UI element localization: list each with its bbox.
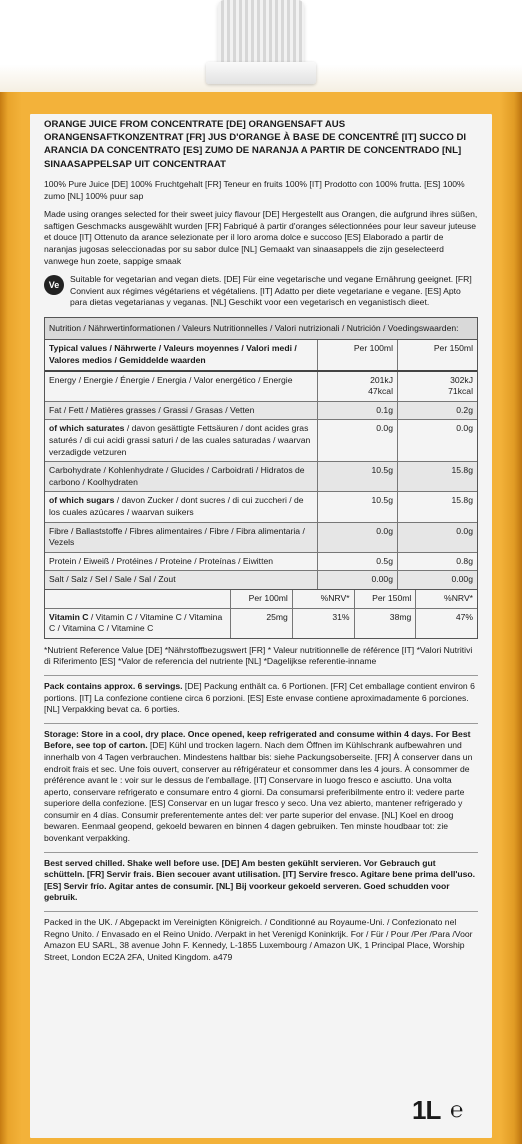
volume-label: 1L (412, 1095, 441, 1125)
carton-cap (218, 0, 304, 70)
nutrient-per-150: 0.0g (397, 420, 477, 461)
nutrient-per-100: 10.5g (317, 462, 397, 491)
storage-info (44, 729, 478, 845)
nutrient-per-150: 15.8g (397, 462, 477, 491)
col-label-text: Typical values / Nährwerte / Valeurs moyennes / Valori medi / Valores medios / Gemiddelde waarden (49, 343, 297, 366)
vegan-row (44, 274, 478, 309)
nutrient-label (45, 402, 317, 420)
nutrient-per-100: 0.0g (317, 420, 397, 461)
cap-base (206, 62, 316, 84)
product-title: ORANGE JUICE FROM CONCENTRATE [DE] ORANGENSAFT AUS ORANGENSAFTKONZENTRAT [FR] JUS D'ORANGE À BASE DE CONCENTRÉ [IT] SUCCO DI ARANCIA DA CONCENTRATO [ES] ZUMO DE NARANJA A PARTIR DE CONCENTRADO [NL] SINAASAPPELSAP UIT CONCENTRAAT (44, 119, 467, 170)
nutrient-label-text: Carbohydrate / Kohlenhydrate / Glucides / Carboidrati / Hidratos de carbono / Koolhydraten (49, 465, 305, 487)
nutrition-row (45, 462, 477, 492)
vitamin-header-row (45, 590, 477, 608)
nutrient-label-bold: of which saturates (49, 423, 125, 434)
nutrition-row (45, 523, 477, 553)
nutrient-label (45, 523, 317, 552)
nutrition-row (45, 571, 477, 589)
nutrient-per-150: 0.00g (397, 571, 477, 589)
vitamin-c-label-bold: Vitamin C (49, 611, 89, 622)
nutrient-label-text: Fibre / Ballaststoffe / Fibres alimentaires / Fibre / Fibra alimentaria / Vezels (49, 525, 305, 548)
divider (44, 723, 478, 724)
vegan-icon: Ve (44, 275, 64, 295)
vitamin-c-nrv100: 31% (292, 609, 354, 638)
nrv-note: *Nutrient Reference Value [DE] *Nährstoffbezugswert [FR] * Valeur nutritionnelle de référence [IT] *Valori Nutritivi di Riferimento [ES] *Valor de referencia del nutriente [NL] *Dagelijkse referentie-inname (44, 644, 473, 667)
storage-rest: [DE] Kühl und trocken lagern. Nach dem Öffnen im Kühlschrank aufbewahren und innerhalb von 4 Tagen verbrauchen. Mindestens haltbar bis: siehe Packungsoberseite. [FR] À conserver dans un endroit frais et sec. Une fois ouvert, conserver au réfrigérateur et consommer dans les 4 jours. À consommer de préférence avant le : voir sur le dessus de l'emballage. [IT] Conservare in luogo fresco e asciutto. Una volta aperto, conservare refrigerato e consumare entro 4 giorni. Da consumarsi preferibilmente entro il: vedere parte superiore della confezione. [ES] Conservar en un lugar fresco y seco. Una vez abierto, mantener refrigerado y consumir en 4 días. Consumir preferentemente antes del: ver parte superior del envase. [NL] Koel en droog bewaren. Eenmaal geopend, gekoeld bewaren en binnen 4 dagen gebruiken. Ten minste houdbaar tot: zie bovenkant verpakking. (44, 740, 473, 844)
vitamin-header-blank (45, 590, 230, 608)
nutrient-label-text: Fat / Fett / Matières grasses / Grassi / Grasas / Vetten (49, 404, 255, 415)
label-content (44, 118, 478, 970)
nutrient-per-150: 0.0g (397, 523, 477, 552)
vitamin-col-150: Per 150ml (354, 590, 416, 608)
nutrient-label (45, 420, 317, 461)
nutrient-per-150: 302kJ 71kcal (397, 372, 477, 401)
footnotes (44, 645, 478, 964)
carton-top (0, 0, 522, 92)
col-150-header: Per 150ml (397, 340, 477, 369)
vitamin-table (44, 590, 478, 639)
nutrient-per-100: 201kJ 47kcal (317, 372, 397, 401)
nutrient-label (45, 462, 317, 491)
divider (44, 852, 478, 853)
divider (44, 675, 478, 676)
vegan-statement: Suitable for vegetarian and vegan diets. [DE] Für eine vegetarische und vegane Ernährung geeignet. [FR] Convient aux régimes végétariens et végétaliens. [IT] Adatto per diete vegetariane e vegane. [ES] Apto para dietas vegetarianas y veganas. [NL] Geschikt voor een vegetarisch en veganistisch dieet. (70, 274, 472, 308)
vitamin-c-100: 25mg (230, 609, 292, 638)
storage-bold: Storage: Store in a cool, dry place. Once opened, keep refrigerated and consume within 4 days. For Best Before, see top of carton. (44, 728, 471, 751)
estimated-sign-icon: ℮ (450, 1097, 464, 1122)
nutrient-label-text: Protein / Eiweiß / Protéines / Proteine / Proteínas / Eiwitten (49, 555, 274, 566)
divider (44, 911, 478, 912)
vitamin-c-label (45, 609, 230, 638)
nutrient-per-150: 15.8g (397, 492, 477, 521)
nutrient-label (45, 492, 317, 521)
nutrient-per-100: 0.5g (317, 553, 397, 571)
nutrition-row (45, 402, 477, 421)
nutrient-label-text: Salt / Salz / Sel / Sale / Sal / Zout (49, 574, 176, 585)
col-100-header: Per 100ml (317, 340, 397, 369)
nutrient-label (45, 553, 317, 571)
nutrient-label-text: / davon Zucker / dont sucres / di cui zuccheri / de los cuales azúcares / waarvan suikers (49, 495, 304, 517)
nutrient-per-100: 0.1g (317, 402, 397, 420)
serving-instructions: Best served chilled. Shake well before use. [DE] Am besten gekühlt servieren. Vor Gebrauch gut schütteln. [FR] Servir frais. Bien secouer avant utilisation. [IT] Servire fresco. Agitare bene prima dell'uso. [ES] Servir frío. Agitar antes de consumir. [NL] Bij voorkeur gekoeld serveren. Goed schudden voor gebruik. (44, 857, 476, 903)
nutrient-label (45, 372, 317, 401)
vitamin-col-100: Per 100ml (230, 590, 292, 608)
vitamin-col-nrv150: %NRV* (415, 590, 477, 608)
nutrition-table (44, 317, 478, 590)
nutrient-label-bold: of which sugars (49, 495, 115, 506)
nutrient-label (45, 571, 317, 589)
pack-servings-rest: [DE] Packung enthält ca. 6 Portionen. [FR] Cet emballage contient environ 6 portions. [IT] La confezione contiene circa 6 porzioni. [ES] Este envase contiene aproximadamente 6 porciones. [NL] Verpakking bevat ca. 6 porties. (44, 680, 475, 715)
vitamin-c-150: 38mg (354, 609, 416, 638)
vitamin-c-nrv150: 47% (415, 609, 477, 638)
nutrition-row (45, 372, 477, 402)
pack-servings-bold: Pack contains approx. 6 servings. (44, 680, 183, 691)
nutrient-per-150: 0.8g (397, 553, 477, 571)
vitamin-col-nrv100: %NRV* (292, 590, 354, 608)
nutrient-label-text: / davon gesättigte Fettsäuren / dont acides gras saturés / di cui acidi grassi saturi / de las cuales saturadas / waarvan verzadigde vetzuren (49, 423, 311, 457)
nutrition-row (45, 420, 477, 462)
packed-in: Packed in the UK. / Abgepackt im Vereinigten Königreich. / Conditionné au Royaume-Uni. / Confezionato nel Regno Unito. / Envasado en el Reino Unido. /Verpakt in het Verenigd Koninkrijk. For / Für / Pour /Per /Para /Voor Amazon EU SARL, 38 avenue John F. Kennedy, L-1855 Luxembourg / Amazon UK, 1 Principal Place, Worship Street, London EC2A 2FA, United Kingdom. a479 (44, 917, 473, 962)
nutrition-row (45, 492, 477, 522)
nutrient-label-text: Energy / Energie / Énergie / Energia / Valor energético / Energie (49, 374, 293, 385)
vitamin-c-label-rest: / Vitamin C / Vitamine C / Vitamina C / Vitamina C / Vitamine C (49, 611, 223, 634)
nutrient-per-150: 0.2g (397, 402, 477, 420)
nutrient-per-100: 0.0g (317, 523, 397, 552)
col-label-header (45, 340, 317, 369)
nutrient-per-100: 0.00g (317, 571, 397, 589)
vitamin-c-row (45, 608, 477, 638)
nutrition-header-row (45, 340, 477, 371)
pack-servings (44, 681, 478, 716)
product-description: Made using oranges selected for their sweet juicy flavour [DE] Hergestellt aus Orangen, die aufgrund ihres süßen, saftigen Geschmacks ausgewählt wurden [FR] Fabriqué à partir d'oranges sélectionnées pour leur saveur juteuse et douce [IT] Ottenuto da arance selezionate per il loro aroma dolce e succoso [ES] Elaborado a partir de naranjas jugosas seleccionadas por su sabor dulce [NL] Gemaakt van sinaasappels die zijn geselecteerd vanwege hun zoete, sappige smaak (44, 209, 478, 266)
pure-juice-statement: 100% Pure Juice [DE] 100% Fruchtgehalt [FR] Teneur en fruits 100% [IT] Prodotto con 100% frutta. [ES] 100% zumo [NL] 100% puur sap (44, 178, 465, 201)
nutrition-heading: Nutrition / Nährwertinformationen / Valeurs Nutritionnelles / Valori nutrizionali / Nutrición / Voedingswaarden: (45, 318, 477, 341)
nutrition-row (45, 553, 477, 572)
nutrient-per-100: 10.5g (317, 492, 397, 521)
